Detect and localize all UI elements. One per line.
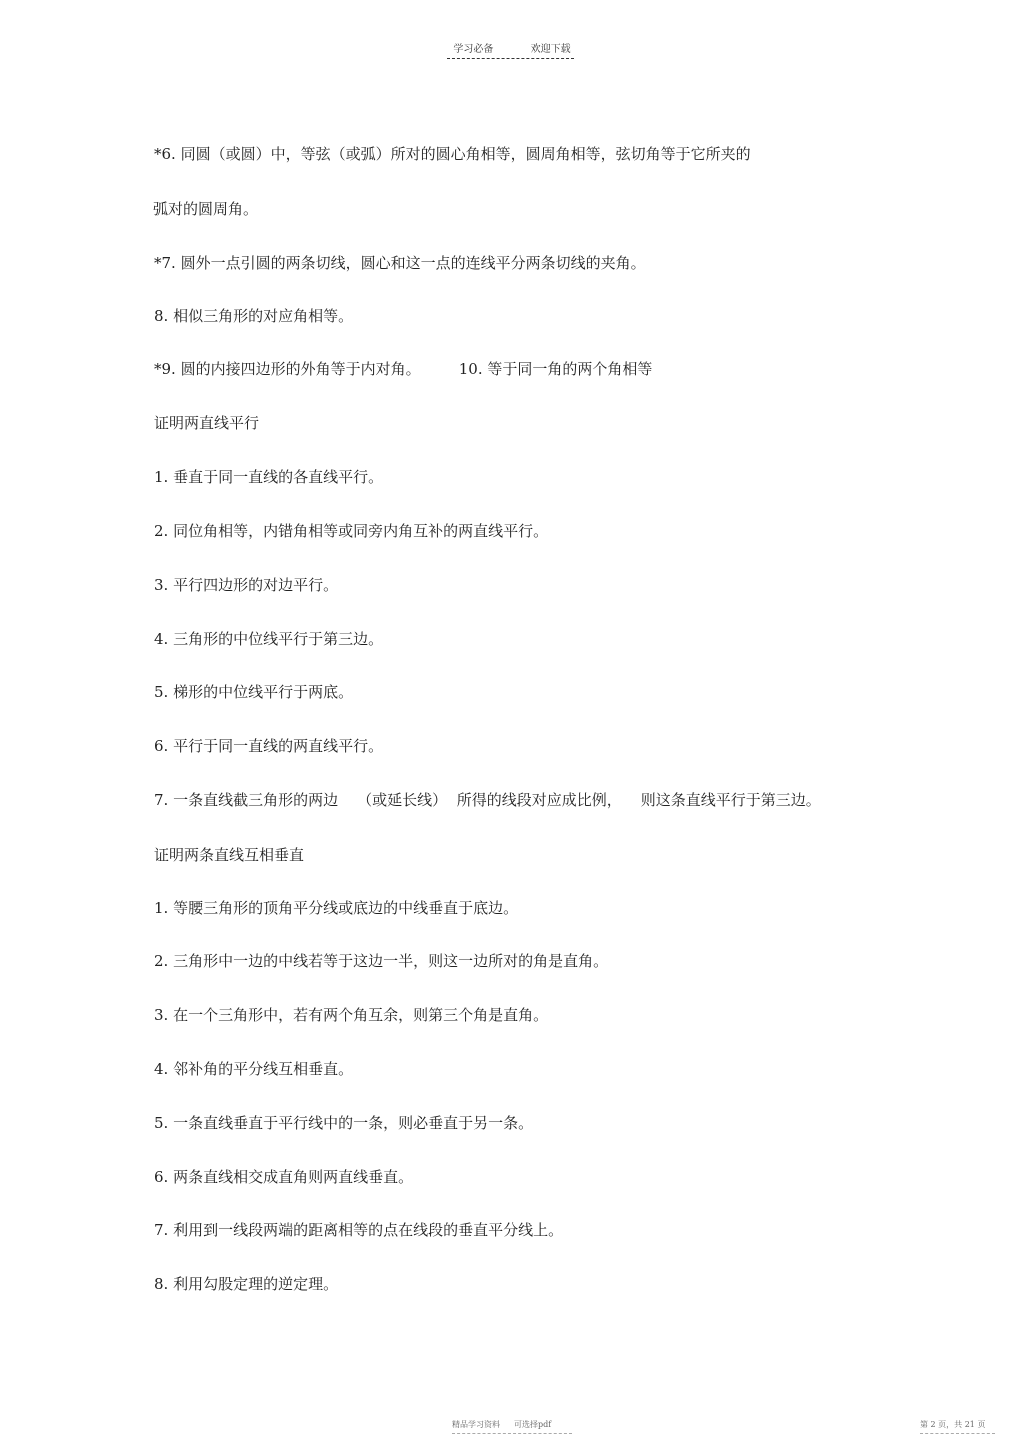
header-divider [447, 58, 574, 59]
page-header [0, 40, 1024, 55]
text-line: 2. 三角形中一边的中线若等于这边一半，则这一边所对的角是直角。 [154, 952, 609, 970]
footer-divider [920, 1433, 995, 1434]
section-heading: 证明两直线平行 [154, 414, 260, 432]
text-line: 8. 利用勾股定理的逆定理。 [154, 1275, 339, 1293]
text-line: *6. 同圆（或圆）中，等弦（或弧）所对的圆心角相等，圆周角相等，弦切角等于它所夹的 [154, 145, 751, 163]
page-number: 第 2 页，共 21 页 [920, 1420, 986, 1429]
text-line: 4. 三角形的中位线平行于第三边。 [154, 630, 384, 648]
text-line: 6. 两条直线相交成直角则两直线垂直。 [154, 1168, 414, 1186]
text-line: 6. 平行于同一直线的两直线平行。 [154, 737, 384, 755]
text-line: 3. 平行四边形的对边平行。 [154, 576, 339, 594]
text-line: 1. 垂直于同一直线的各直线平行。 [154, 468, 384, 486]
text-line: *7. 圆外一点引圆的两条切线，圆心和这一点的连线平分两条切线的夹角。 [154, 254, 646, 272]
header-right-text: 欢迎下载 [530, 44, 571, 55]
text-line: 8. 相似三角形的对应角相等。 [154, 307, 354, 325]
header-left-text: 学习必备 [453, 44, 494, 55]
text-line: 2. 同位角相等，内错角相等或同旁内角互补的两直线平行。 [154, 522, 549, 540]
footer-label: 精品学习资料 [452, 1420, 500, 1429]
text-line: *9. 圆的内接四边形的外角等于内对角。 10. 等于同一角的两个角相等 [154, 360, 653, 378]
text-line: 4. 邻补角的平分线互相垂直。 [154, 1060, 354, 1078]
text-line: 弧对的圆周角。 [153, 200, 259, 218]
text-line: 1. 等腰三角形的顶角平分线或底边的中线垂直于底边。 [154, 899, 519, 917]
footer-divider [452, 1433, 572, 1434]
text-line: 7. 利用到一线段两端的距离相等的点在线段的垂直平分线上。 [154, 1221, 564, 1239]
text-line: 5. 梯形的中位线平行于两底。 [154, 683, 354, 701]
section-heading: 证明两条直线互相垂直 [154, 846, 305, 864]
text-line: 5. 一条直线垂直于平行线中的一条，则必垂直于另一条。 [154, 1114, 534, 1132]
text-line: 3. 在一个三角形中，若有两个角互余，则第三个角是直角。 [154, 1006, 549, 1024]
footer-label: 可选择pdf [514, 1420, 552, 1429]
page-footer-left [452, 1419, 565, 1430]
text-line: 7. 一条直线截三角形的两边 （或延长线） 所得的线段对应成比例， 则这条直线平行于第三边。 [154, 791, 821, 809]
